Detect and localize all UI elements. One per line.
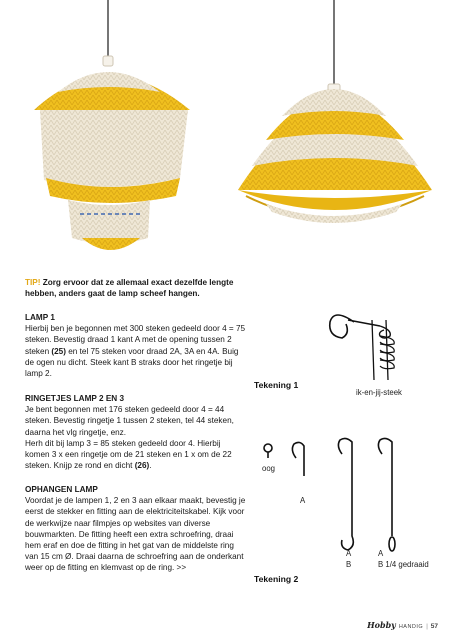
lamp-photo-left <box>0 0 226 262</box>
label-b-wire-2: B <box>346 560 352 569</box>
lamp-photo-right <box>226 0 452 262</box>
lamp1-body: Hierbij ben je begonnen met 300 steken gedeeld door 4 = 75 steken. Bevestig draad 1 kant A met de opening tussen 2 steken (25) en tel 75 steken voor draad 2A, 3A en 4A. Buig de ogen nu dicht. Steek kant B straks door het ringetje bij lamp 2. <box>25 324 246 379</box>
page-footer <box>367 620 438 630</box>
tip-block <box>25 277 247 299</box>
drawing-1-illustration <box>320 300 420 384</box>
tip-text: Zorg ervoor dat ze allemaal exact dezelfde lengte hebben, anders gaat de lamp scheef hangen. <box>25 278 234 299</box>
label-a-wire-2: A <box>346 549 352 558</box>
footer-divider: | <box>426 624 428 630</box>
lamp1-section <box>25 312 247 379</box>
lamp1-heading: LAMP 1 <box>25 313 55 322</box>
label-b-wire-3: B 1/4 gedraaid <box>378 560 429 569</box>
step-ref-25: (25) <box>51 346 66 356</box>
drawing-2-illustration <box>256 436 426 556</box>
tip-label: TIP! <box>25 278 41 287</box>
drawing-1-caption: ik-en-jij-steek <box>356 388 402 397</box>
drawing-2-title: Tekening 2 <box>254 574 299 584</box>
step-ref-26: (26) <box>134 461 150 471</box>
magazine-logo-suffix: HANDIG <box>398 624 424 630</box>
rings-heading: RINGETJES LAMP 2 EN 3 <box>25 394 125 403</box>
hang-heading: OPHANGEN LAMP <box>25 485 98 494</box>
label-a-wire-1: A <box>300 496 306 505</box>
rings-body-1: Je bent begonnen met 176 steken gedeeld door 4 = 44 steken. Bevestig ringetje 1 tussen 2 steken, tel 44 steken, daarna het vlg ringetje, enz. <box>25 405 234 437</box>
page-number: 57 <box>430 623 438 630</box>
drawing-1-title: Tekening 1 <box>254 380 299 390</box>
hang-body: Voordat je de lampen 1, 2 en 3 aan elkaar maakt, bevestig je eerst de stekker en fitting aan de elektriciteitskabel. Kijk voor de werkwijze naar filmpjes op websites van diverse bouwmarkten. De fitting heeft een extra schroefring, draai hem eraf en doe de fitting in het gat van de middelste ring van 15 cm Ø. Draai daarna de schroefring aan de onderkant weer op de fitting en klemvast op de ring. >> <box>25 496 246 573</box>
rings-section <box>25 393 247 471</box>
label-oog: oog <box>262 464 276 473</box>
label-a-wire-3: A <box>378 549 384 558</box>
rings-body-2: Herh dit bij lamp 3 = 85 steken gedeeld door 4. Hierbij komen 3 x een ringetje om de 21 steken en 1 x om de 22 steken. Knijp ze rond en dicht (26). <box>25 438 232 471</box>
hang-section <box>25 484 247 574</box>
magazine-logo: Hobby <box>367 620 396 630</box>
